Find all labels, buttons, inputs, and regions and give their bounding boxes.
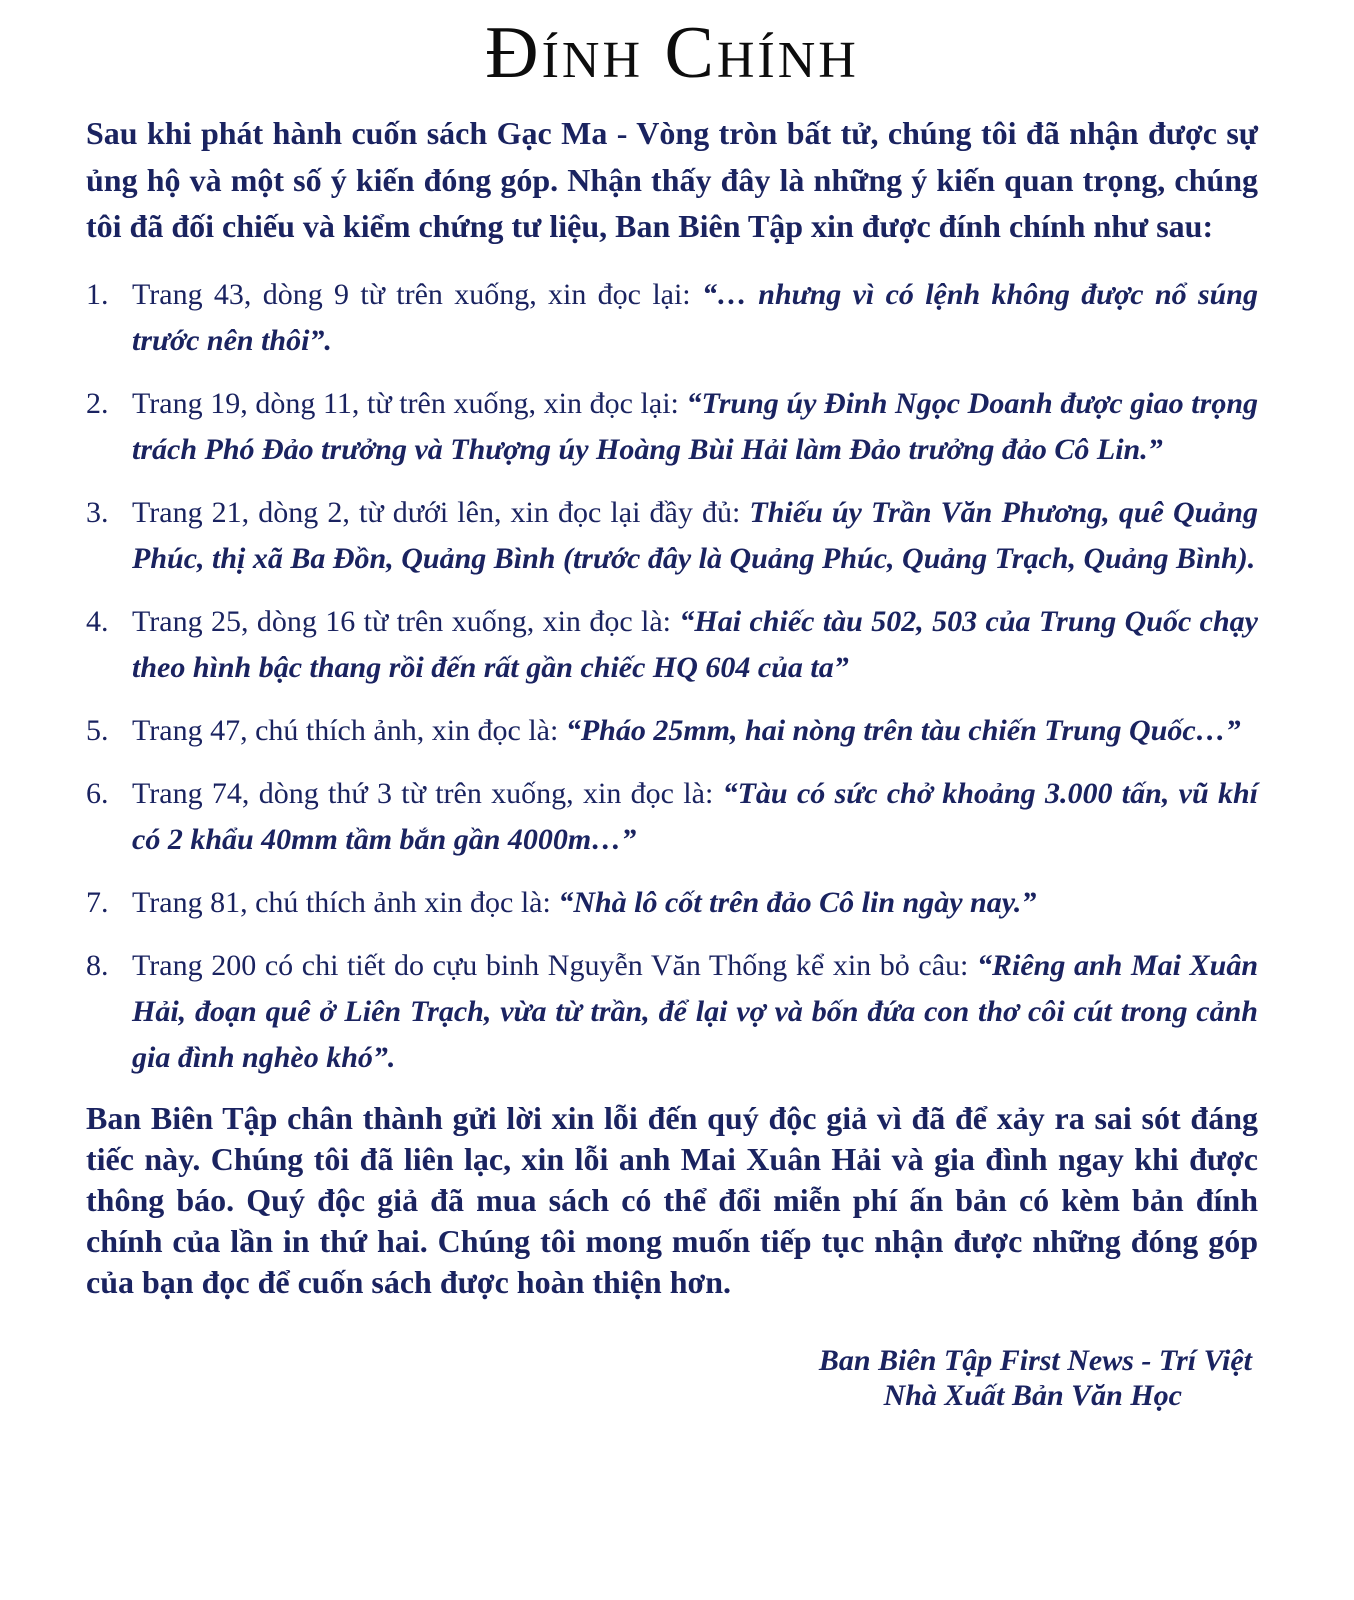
item-prefix: Trang 74, dòng thứ 3 từ trên xuống, xin đọc là:	[132, 776, 723, 810]
list-item	[86, 771, 1258, 863]
item-prefix: Trang 43, dòng 9 từ trên xuống, xin đọc lại:	[132, 277, 702, 311]
item-number: 8.	[86, 948, 109, 982]
item-quote: “Nhà lô cốt trên đảo Cô lin ngày nay.”	[558, 885, 1037, 919]
list-item	[86, 599, 1258, 691]
item-prefix: Trang 200 có chi tiết do cựu binh Nguyễn Văn Thống kể xin bỏ câu:	[132, 948, 978, 982]
page-title: Đính Chính	[485, 12, 859, 94]
list-item	[86, 880, 1258, 926]
item-number: 6.	[86, 776, 109, 810]
signature-editorial-board: Ban Biên Tập First News - Trí Việt	[818, 1343, 1252, 1377]
item-prefix: Trang 25, dòng 16 từ trên xuống, xin đọc là:	[132, 604, 680, 638]
list-item	[86, 490, 1258, 582]
item-number: 7.	[86, 885, 109, 919]
item-text	[132, 272, 1258, 364]
corrections-list	[86, 272, 1258, 1081]
item-prefix: Trang 47, chú thích ảnh, xin đọc là:	[132, 713, 566, 747]
item-quote: “Hai chiếc tàu 502, 503 của Trung Quốc chạy theo hình bậc thang rồi đến rất gần chiếc HQ 604 của ta”	[132, 604, 1258, 684]
document-page	[86, 10, 1258, 1413]
item-quote: Thiếu úy Trần Văn Phương, quê Quảng Phúc, thị xã Ba Đồn, Quảng Bình (trước đây là Quảng Phúc, Quảng Trạch, Quảng Bình).	[132, 495, 1258, 575]
item-text	[132, 771, 1258, 863]
item-quote: “Riêng anh Mai Xuân Hải, đoạn quê ở Liên Trạch, vừa từ trần, để lại vợ và bốn đứa con thơ côi cút trong cảnh gia đình nghèo khó”.	[132, 948, 1259, 1074]
signature-publisher: Nhà Xuất Bản Văn Học	[883, 1378, 1182, 1412]
item-number: 3.	[86, 495, 109, 529]
item-prefix: Trang 81, chú thích ảnh xin đọc là:	[132, 885, 559, 919]
item-number: 2.	[86, 386, 109, 420]
item-text	[132, 880, 1258, 926]
list-item	[86, 272, 1258, 364]
item-number: 4.	[86, 604, 109, 638]
item-quote: “Tàu có sức chở khoảng 3.000 tấn, vũ khí có 2 khẩu 40mm tầm bắn gần 4000m…”	[132, 776, 1258, 856]
list-item	[86, 381, 1258, 473]
intro-paragraph: Sau khi phát hành cuốn sách Gạc Ma - Vòng tròn bất tử, chúng tôi đã nhận được sự ủng hộ và một số ý kiến đóng góp. Nhận thấy đây là những ý kiến quan trọng, chúng tôi đã đối chiếu và kiểm chứng tư liệu, Ban Biên Tập xin được đính chính như sau:	[86, 115, 1258, 244]
item-quote: “Trung úy Đinh Ngọc Doanh được giao trọng trách Phó Đảo trưởng và Thượng úy Hoàng Bùi Hải làm Đảo trưởng đảo Cô Lin.”	[132, 386, 1259, 466]
item-text	[132, 943, 1258, 1081]
item-number: 5.	[86, 713, 109, 747]
item-prefix: Trang 21, dòng 2, từ dưới lên, xin đọc lại đầy đủ:	[132, 495, 750, 529]
signature-block	[86, 1343, 1258, 1413]
item-text	[132, 381, 1258, 473]
item-number: 1.	[86, 277, 109, 311]
item-quote: “… nhưng vì có lệnh không được nổ súng trước nên thôi”.	[132, 277, 1258, 357]
item-text	[132, 599, 1258, 691]
item-text	[132, 708, 1258, 754]
item-text	[132, 490, 1258, 582]
list-item	[86, 943, 1258, 1081]
item-quote: “Pháo 25mm, hai nòng trên tàu chiến Trung Quốc…”	[565, 713, 1241, 747]
list-item	[86, 708, 1258, 754]
item-prefix: Trang 19, dòng 11, từ trên xuống, xin đọc lại:	[132, 386, 687, 420]
closing-paragraph: Ban Biên Tập chân thành gửi lời xin lỗi đến quý độc giả vì đã để xảy ra sai sót đáng tiếc này. Chúng tôi đã liên lạc, xin lỗi anh Mai Xuân Hải và gia đình ngay khi được thông báo. Quý độc giả đã mua sách có thể đổi miễn phí ấn bản có kèm bản đính chính của lần in thứ hai. Chúng tôi mong muốn tiếp tục nhận được những đóng góp của bạn đọc để cuốn sách được hoàn thiện hơn.	[86, 1099, 1258, 1300]
